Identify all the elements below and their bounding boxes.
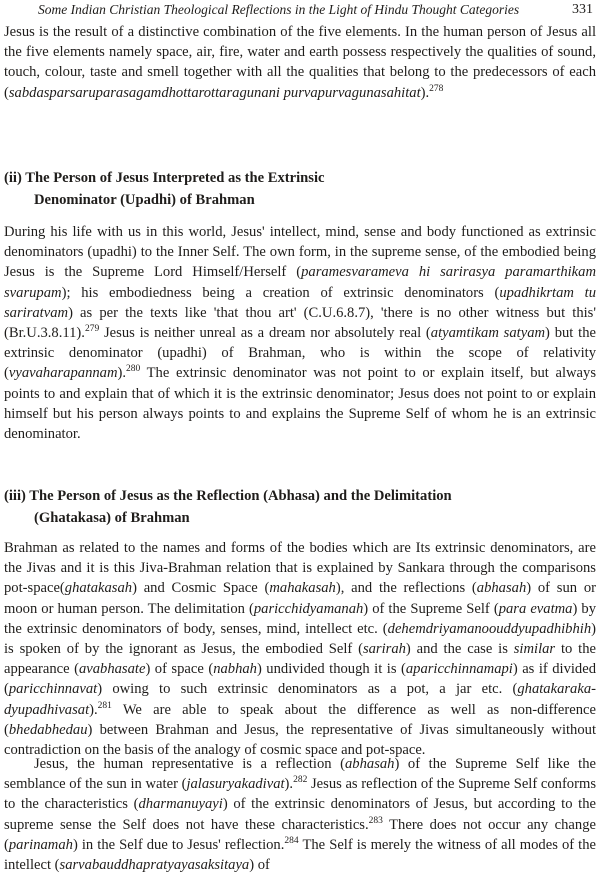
section-heading-iii: (iii) The Person of Jesus as the Reflection (Abhasa) and the Delimitation (Ghatakasa) of Brahman xyxy=(4,488,452,526)
footnote-ref: 283 xyxy=(368,815,383,826)
paragraph-1: Jesus is the result of a distinctive combination of the five elements. In the human person of Jesus all the five elements namely space, air, fire, water and earth possess respectively the qualities of sound, touch, colour, taste and smell together with all the qualities that belong to the predecessors of each (sabdasparsaruparasagamdhottarottaragunani purvapurvagunasahitat).$^{278}$ xyxy=(4,24,596,101)
footnote-ref: 284 xyxy=(284,835,299,846)
page-number: 331 xyxy=(572,2,593,17)
footnote-ref: 279 xyxy=(84,324,100,335)
footnote-ref: 278 xyxy=(429,83,444,94)
paragraph-2: During his life with us in this world, Jesus' intellect, mind, sense and body functioned as extrinsic denominators (upadhi) to the Inner Self. The own form, in the supreme sense, of the embodied being Jesus is the Supreme Lord Himself/Herself (paramesvarameva hi sarirasya paramarthikam svarupam); his embodiedness being a creation of extrinsic denominators (upadhikrtam tu sariratvam) as per the texts like 'that thou art' (C.U.6.8.7), 'there is no other witness but this' (Br.U.3.8.11).$^{279}$ Jesus is neither unreal as a dream nor absolutely real (atyamtikam satyam) but the extrinsic denominator (upadhi) of Brahman, who is within the scope of relativity (vyavaharapannam).$^{280}$ The extrinsic denominator was not point to or explain itself, but always points to and explain that of which it is the extrinsic denominator; Jesus does not point to or explain himself but his person always points to and explains the Supreme Self of whom he is an extrinsic denominator. xyxy=(4,224,596,443)
running-title: Some Indian Christian Theological Reflections in the Light of Hindu Thought Categories xyxy=(38,2,520,17)
paragraph-3: Brahman as related to the names and forms of the bodies which are Its extrinsic denominators, are the Jivas and it is this Jiva-Brahman relation that is explained by Sankara through the comparisons pot-space(ghatakasah) and Cosmic Space (mahakasah), and the reflections (abhasah) of sun or moon or human person. The delimitation (paricchidyamanah) of the Supreme Self (para evatma) by the extrinsic denominators of body, senses, mind, intellect etc. (dehemdriyamanoouddyupadhibhih) is spoken of by the ignorant as Jesus, the embodied Self (sarirah) and the case is similar to the appearance (avabhasate) of space (nabhah) undivided though it is (aparicchinnamapi) as if divided (paricchinnavat) owing to such extrinsic denominators as a pot, a jar etc. (ghatakaraka-dyupadhivasat).$^{281}$ We are able to speak about the difference as well as non-difference (bhedabhedau) between Brahman and Jesus, the representative of Jivas simultaneously without contradiction on the basis of the analogy of cosmic space and pot-space. xyxy=(4,540,597,759)
paragraph-4: Jesus, the human representative is a reflection (abhasah) of the Supreme Self like the semblance of the sun in water (jalasuryakadivat).$^{282}$ Jesus as reflection of the Supreme Self conforms to the characteristics (dharmanuyayi) of the extrinsic denominators of Jesus, but according to the supreme sense the Self does not have these characteristics.$^{283}$ There does not occur any change (parinamah) in the Self due to Jesus' reflection.$^{284}$ The Self is merely the witness of all modes of the intellect (sarvabauddhapratyayasaksitaya) of xyxy=(4,756,597,874)
footnote-ref: 280 xyxy=(126,364,141,375)
running-header xyxy=(4,0,596,20)
footnote-ref: 282 xyxy=(293,775,308,786)
section-heading-ii: (ii) The Person of Jesus Interpreted as the Extrinsic Denominator (Upadhi) of Brahman xyxy=(4,170,325,208)
footnote-ref: 281 xyxy=(97,700,112,711)
